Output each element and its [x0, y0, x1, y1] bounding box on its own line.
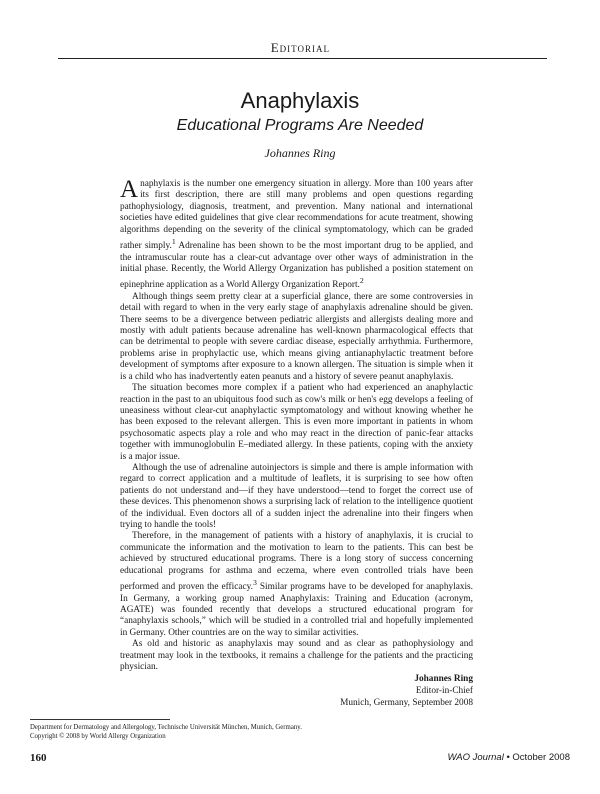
signature-place-date: Munich, Germany, September 2008 — [340, 697, 473, 708]
journal-separator: • — [506, 752, 510, 763]
reference-2: 2 — [359, 276, 364, 286]
signature-block — [120, 674, 473, 709]
reference-3: 3 — [252, 578, 257, 587]
article-subtitle: Educational Programs Are Needed — [176, 117, 424, 134]
footnote — [30, 724, 302, 741]
paragraph-5 — [120, 531, 473, 639]
paragraph-6: As old and historic as anaphylaxis may sound and as clear as pathophysiology and treatment may look in the textbooks, it remains a challenge for the patients and the practicing physician. — [120, 639, 473, 672]
affiliation: Department for Dermatology and Allergology, Technische Universität München, Munich, Germany. — [30, 724, 302, 731]
journal-info — [447, 752, 570, 763]
paragraph-2: Although things seem pretty clear at a superficial glance, there are some controversies in detail with regard to when in the very early stage of anaphylaxis adrenaline should be given. There seems to be a divergence between pediatric allergists and allergists dealing more and mostly with adult patients because adrenaline has well-known pharmacological effects that can be detrimental to people with severe cardiac disease, especially arrhythmia. Furthermore, problems arise in prophylactic use, which means giving antianaphylactic treatment before development of symptoms after exposure to a known allergen. The situation is simple when it is a child who has inadvertently eaten peanuts and a history of severe peanut anaphylaxis. — [120, 291, 473, 382]
section-label: Editorial — [270, 40, 330, 55]
paragraph-1 — [120, 176, 473, 292]
article-author: Johannes Ring — [264, 146, 336, 160]
paragraph-5-tail: Similar programs have to be developed for anaphylaxis. In Germany, a working group named Anaphylaxis: Training and Education (acronym, AGATE) was founded recently that develops a structured educational program for “anaphylaxis schools,” which will be studied in a controlled trial and hopefully implemented in Germany. Other countries are on the way to similar activities. — [120, 582, 473, 638]
paragraph-5-lead: Therefore, in the management of patients with a history of anaphylaxis, it is crucial to communicate the information and the motivation to learn to the patients. This can best be achieved by structured educational programs. There is a long story of success concerning educational programs for asthma and eczema, where even controlled trials have been performed and proven the efficacy. — [120, 531, 473, 593]
article-title: Anaphylaxis — [240, 88, 360, 113]
signature-role: Editor-in-Chief — [415, 686, 473, 697]
paragraph-4: Although the use of adrenaline autoinjectors is simple and there is ample information with regard to correct application and a multitude of leaflets, it is surprising to see how often patients do not understand and—if they have understood—tend to forget the correct use of these devices. This phenomenon shows a surprising lack of relation to the intelligence quotient of the individual. Even doctors all of a sudden inject the adrenaline into their fingers when trying to handle the tools! — [120, 462, 473, 530]
footnote-rule — [30, 719, 170, 720]
header-rule — [58, 58, 547, 59]
copyright: Copyright © 2008 by World Allergy Organization — [30, 732, 166, 740]
journal-name: WAO Journal — [447, 752, 504, 763]
paragraph-1-mid: Adrenaline has been shown to be the most important drug to be applied, and the intramuscular route has a clear-cut advantage over other ways of administration in the initial phase. Recently, the World Allergy Organization has published a position statement on epinephrine application as a World Allergy Organization Report. — [120, 241, 473, 291]
article-body — [120, 176, 473, 710]
page-number: 160 — [30, 752, 47, 764]
paragraph-1-lead: naphylaxis is the number one emergency situation in allergy. More than 100 years after its first description, there are still many problems and open questions regarding pathophysiology, diagnosis, treatment, and prevention. Many national and international societies have edited guidelines that give clear recommendations for acute treatment, showing algorithms depending on the severity of the clinical symptomatology, which can be graded rather simply. — [120, 179, 473, 252]
journal-date: October 2008 — [512, 752, 570, 763]
drop-cap: A — [120, 176, 139, 203]
reference-1: 1 — [171, 237, 176, 247]
signature-name: Johannes Ring — [414, 674, 473, 685]
paragraph-3: The situation becomes more complex if a patient who had experienced an anaphylactic reaction in the past to an ubiquitous food such as cow's milk or hen's egg develops a feeling of uneasiness without clear-cut anaphylactic symptomatology and without knowing whether he has been exposed to the relevant allergen. This is even more important in patients in whom psychosomatic aspects play a role and who may react in the direction of panic-fear attacks together with immunoglobulin E–mediated allergy. In these patients, coping with the anxiety is a major issue. — [120, 383, 473, 462]
